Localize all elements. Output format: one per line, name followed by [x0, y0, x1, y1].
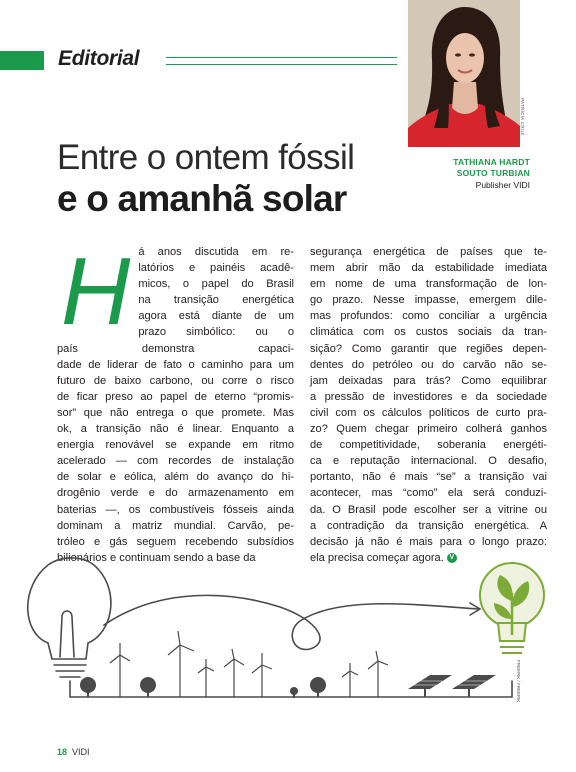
article-line: acontecer, mas “como” ela será conduzi- — [310, 487, 547, 500]
article-line: a pressão de investidores e da sociedade — [310, 390, 547, 403]
article-line: segurança energética de países que te- — [310, 246, 547, 258]
section-title: Editorial — [58, 47, 140, 70]
article-line: ok, a transição não é linear. Enquanto a — [57, 423, 294, 436]
article-line: jam deixadas para trás? Como equilibrar — [310, 374, 547, 387]
article-line: tróleo e gás seguem recebendo subsídios — [57, 535, 294, 548]
article-line: bilionários e continuam sendo a base da — [57, 551, 256, 564]
article-line: climática com os custos sociais da tran- — [310, 326, 547, 339]
headline-line-2: e o amanhã solar — [57, 178, 347, 219]
end-mark-icon: V — [447, 553, 457, 563]
article-line: prazo simbólico: ou o — [138, 326, 294, 339]
article-line: civil com os cálculos políticos de curto pra- — [310, 406, 547, 419]
article-line: zo? Quem chegar primeiro colherá ganhos — [310, 423, 547, 436]
illustration-credit: FREEPIK / FREEPIK — [516, 660, 521, 703]
section-bar — [0, 51, 44, 70]
article-line: decisão já não é mais para o longo prazo: — [310, 535, 547, 548]
article-line: de ficar preso ao papel de eterno “promis- — [57, 390, 294, 403]
article-line: latórios e painéis acadê- — [138, 262, 294, 275]
wind-turbine-icon — [110, 643, 130, 697]
article-line: micos, o papel do Brasil — [138, 278, 294, 291]
author-name-line-1: TATHIANA HARDT — [453, 157, 530, 167]
left-bulb-filament — [60, 611, 74, 657]
article-line: da. O Brasil pode escolher ser a vitrine ou — [310, 503, 547, 516]
article-line: ela precisa começar agora. — [310, 551, 444, 564]
energy-transition-illustration — [0, 547, 576, 727]
transition-arrow — [104, 595, 478, 649]
author-role: Publisher VIDI — [475, 180, 530, 190]
article-line: de competitividade, soberania energéti- — [310, 439, 547, 452]
article-line: energia renovável se expande em ritmo — [57, 439, 294, 452]
article-line: mas profundos: como conciliar a urgência — [310, 310, 547, 323]
article-line: sição? Como garantir que regiões depen- — [310, 342, 547, 355]
author-portrait-image — [408, 0, 520, 147]
article-line: sor” que não entrega o que promete. Mas — [57, 406, 294, 419]
left-bulb-outline-icon — [28, 558, 111, 659]
wind-turbine-icon — [168, 631, 194, 697]
article-line: mem abrir mão da estabilidade imediata — [310, 262, 547, 275]
author-photo — [408, 0, 520, 147]
article-line: agora está diante de um — [138, 310, 294, 323]
author-name — [410, 157, 530, 179]
article-line: país demonstra capaci- — [57, 342, 294, 355]
article-line: de solar e eólica, além do avanço do hi- — [57, 471, 294, 484]
article-line: acelerado — com recordes de instalação — [57, 455, 294, 468]
wind-turbine-icon — [368, 651, 388, 697]
article-line: drogênio verde e do armazenamento em — [57, 487, 294, 500]
wind-turbine-icon — [198, 659, 214, 697]
article-line: dominam a matriz mundial. Carvão, pe- — [57, 519, 294, 532]
article-line: go prazo. Nesse impasse, emergem dile- — [310, 294, 547, 307]
article-line: em nome de uma transformação de lon- — [310, 278, 547, 291]
article-column-right — [310, 244, 547, 566]
author-name-line-2: SOUTO TURBIAN — [456, 168, 530, 178]
wind-turbine-icon — [252, 653, 272, 697]
article-line: portanto, não é mais “se” a transição vai — [310, 471, 547, 484]
magazine-name: VIDI — [72, 747, 90, 757]
photo-credit: PATRÍCIA CRUZ — [520, 98, 525, 136]
article-line: ca e reputação internacional. O desafio, — [310, 455, 547, 468]
article-text-right — [310, 244, 547, 566]
article-line: á anos discutida em re- — [138, 246, 294, 258]
section-divider — [166, 57, 397, 65]
article-line: dade de liderar de fato o caminho para um — [57, 358, 294, 371]
article-line: a contradição da transição energética. A — [310, 519, 547, 532]
wind-turbine-icon — [342, 663, 358, 697]
drop-cap: H — [61, 238, 131, 345]
solar-panel-icon — [408, 675, 496, 697]
article-line: futuro de baixo carbono, ou corre o risco — [57, 374, 294, 387]
article-line: dentes do petróleo ou do carvão não se- — [310, 358, 547, 371]
article-column-left — [57, 238, 294, 566]
article-line: na transição energética — [138, 294, 294, 307]
right-bulb-icon — [480, 563, 544, 653]
wind-turbine-icon — [224, 649, 244, 697]
article-line: baterias —, os combustíveis fósseis ainda — [57, 503, 294, 516]
headline-line-1: Entre o ontem fóssil — [57, 138, 355, 177]
page-number: 18 — [57, 747, 68, 757]
